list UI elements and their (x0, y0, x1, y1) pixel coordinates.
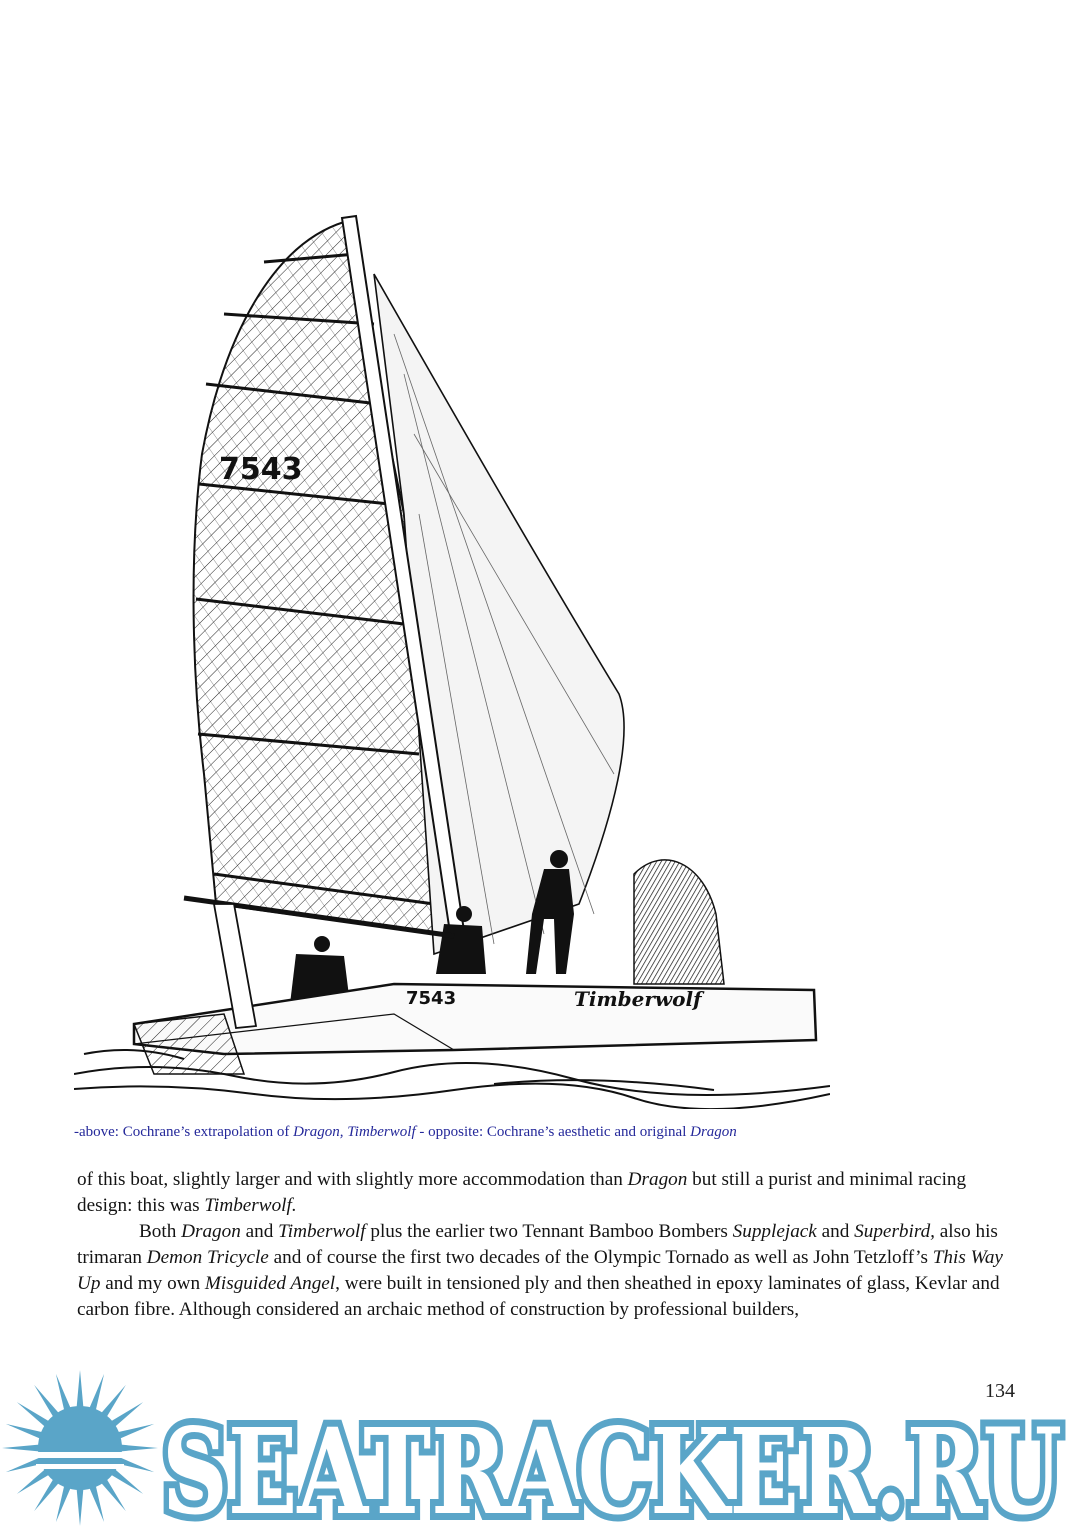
hull-name-label: Timberwolf (574, 987, 702, 1011)
italic-run: Supplejack (732, 1221, 817, 1242)
italic-run: This Way Up (77, 1247, 1003, 1294)
watermark-text: SEATRACKER.RU (162, 1402, 1062, 1528)
body-text (77, 1167, 1017, 1323)
paragraph-1 (77, 1167, 1017, 1219)
paragraph-2 (77, 1219, 1017, 1323)
text-run: and of course the first two decades of the Olympic Tornado as well as John Tetzloff’s (268, 1247, 933, 1268)
caption-italic-boats: Dragon, Timberwolf (293, 1124, 416, 1140)
sun-ray (117, 1424, 154, 1439)
page-number: 134 (985, 1380, 1015, 1402)
italic-run: Demon Tricycle (146, 1247, 269, 1268)
sun-ray (2, 1445, 40, 1452)
sun-ray (77, 1370, 84, 1408)
sun-ray (101, 1385, 126, 1418)
sun-ray (6, 1424, 43, 1439)
text-run: and (240, 1221, 279, 1242)
sun-ray (110, 1402, 143, 1427)
seatracker-watermark (0, 1368, 1080, 1528)
sun-ray (17, 1469, 50, 1494)
caption-prefix: -above: Cochrane’s extrapolation of (74, 1124, 294, 1140)
figure-caption (74, 1124, 1034, 1141)
italic-run: Timberwolf. (204, 1195, 297, 1216)
sun-ray (77, 1488, 84, 1526)
sun-ray (89, 1374, 104, 1411)
sun-ray (34, 1385, 59, 1418)
sun-ray (110, 1469, 143, 1494)
text-run: plus the earlier two Tennant Bamboo Bombers (365, 1221, 733, 1242)
sun-ray (89, 1485, 104, 1522)
catamaran-illustration (74, 214, 830, 1109)
caption-italic-dragon: Dragon (690, 1124, 737, 1140)
italic-run: Superbird, (854, 1221, 935, 1242)
caption-middle: - opposite: Cochrane’s aesthetic and original (415, 1124, 691, 1140)
italic-run: Misguided Angel (204, 1273, 336, 1294)
italic-run: Dragon (627, 1169, 688, 1190)
text-run: of this boat, slightly larger and with slightly more accommodation than (77, 1169, 628, 1190)
text-run: also his trimaran (77, 1221, 998, 1268)
sun-ray (34, 1478, 59, 1511)
text-run: Both (139, 1221, 182, 1242)
italic-run: Dragon (181, 1221, 241, 1242)
text-run: , were built in tensioned ply and then sheathed in epoxy laminates of glass, Kevlar and carbon fibre. Although considered an archaic method of construction by professional builders, (77, 1273, 1000, 1320)
italic-run: Timberwolf (278, 1221, 366, 1242)
sun-ray (56, 1485, 71, 1522)
sun-ray (17, 1402, 50, 1427)
text-run: and my own (100, 1273, 205, 1294)
rudder (214, 904, 256, 1028)
sun-ray (101, 1478, 126, 1511)
sunburst-logo-icon (2, 1370, 158, 1526)
sun-ray (56, 1374, 71, 1411)
text-run: but still a purist and minimal racing design: this was (77, 1169, 967, 1216)
text-run: and (816, 1221, 855, 1242)
windward-hull-shadow (634, 860, 724, 984)
sun-ray (120, 1445, 158, 1452)
sail-number-label: 7543 (219, 452, 303, 487)
hull-sail-number: 7543 (406, 988, 457, 1009)
